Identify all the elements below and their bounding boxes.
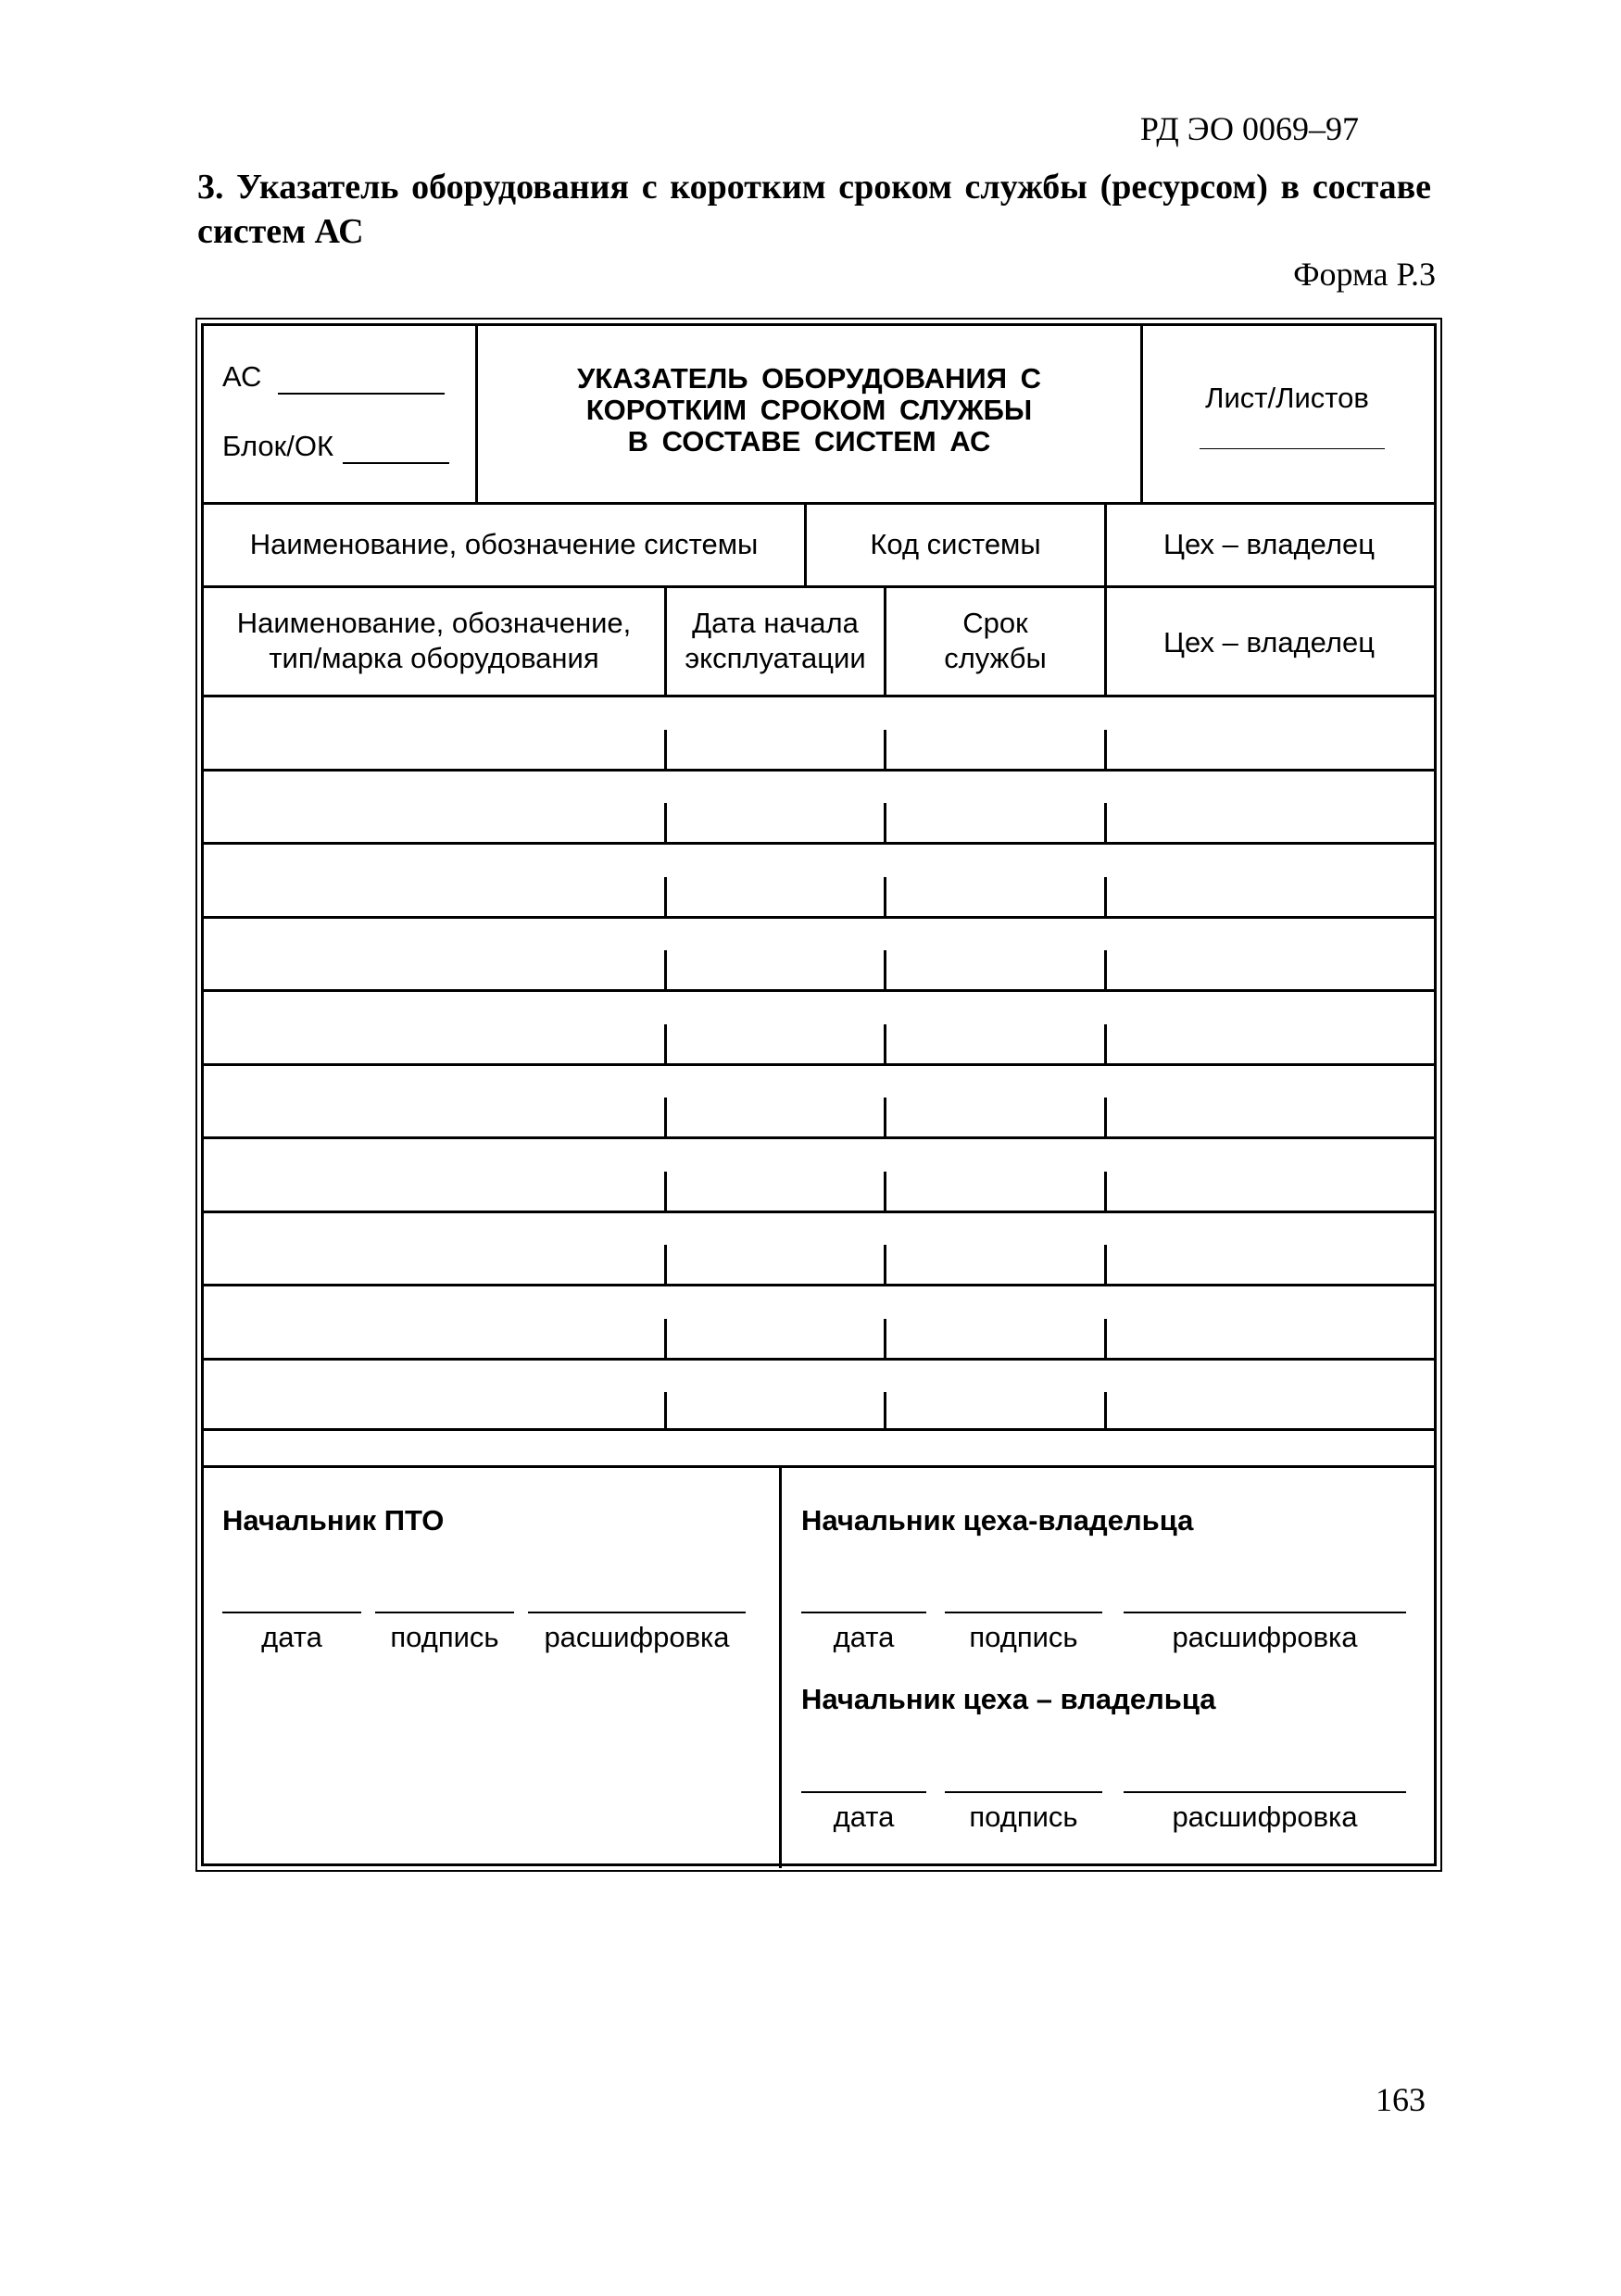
system-name-header: Наименование, обозначение системы <box>249 528 759 560</box>
column-tick <box>664 803 667 842</box>
block-label: Блок/ОК <box>222 430 334 462</box>
row-divider <box>204 502 1434 505</box>
column-tick <box>664 950 667 989</box>
column-tick <box>664 1319 667 1358</box>
column-tick <box>884 730 886 769</box>
owner-column-header: Цех – владелец <box>1163 626 1375 659</box>
system-code-header: Код системы <box>870 528 1041 560</box>
as-field[interactable] <box>222 358 261 395</box>
header-line: тип/марка оборудования <box>269 642 599 674</box>
column-tick <box>884 1172 886 1211</box>
column-tick <box>664 1245 667 1284</box>
column-tick <box>884 950 886 989</box>
header-line: эксплуатации <box>685 642 866 674</box>
page-number: 163 <box>1376 2081 1426 2118</box>
column-tick <box>884 1392 886 1431</box>
owner2-date-line[interactable] <box>801 1791 926 1793</box>
column-tick <box>664 1098 667 1136</box>
document-code: РД ЭО 0069–97 <box>1139 110 1359 147</box>
as-input-line[interactable] <box>278 393 445 395</box>
column-tick <box>664 1024 667 1063</box>
column-tick <box>884 877 886 916</box>
column-tick <box>884 803 886 842</box>
column-tick <box>1104 1098 1107 1136</box>
row-divider <box>204 1465 1434 1468</box>
owner-head-title-2: Начальник цеха – владельца <box>801 1683 1216 1715</box>
block-field[interactable] <box>222 428 333 465</box>
row-divider <box>204 916 1434 919</box>
table-row[interactable] <box>204 916 1434 990</box>
owner-transcript-caption: расшифровка <box>1172 1621 1358 1653</box>
column-tick <box>664 730 667 769</box>
table-row[interactable] <box>204 1211 1434 1285</box>
row-divider <box>204 989 1434 992</box>
divider <box>779 1465 782 1868</box>
table-row[interactable] <box>204 842 1434 916</box>
service-life-column-header <box>886 606 1104 676</box>
table-row[interactable] <box>204 1136 1434 1211</box>
column-tick <box>664 1392 667 1431</box>
row-divider <box>204 1284 1434 1286</box>
pto-date-line[interactable] <box>222 1612 361 1613</box>
pto-signature-line[interactable] <box>375 1612 514 1613</box>
start-date-column-header <box>667 606 884 676</box>
as-label: АС <box>222 360 262 393</box>
owner2-signature-caption: подпись <box>969 1800 1078 1833</box>
owner2-transcript-line[interactable] <box>1124 1791 1406 1793</box>
block-input-line[interactable] <box>343 462 449 464</box>
owner-date-line[interactable] <box>801 1612 926 1613</box>
row-divider <box>204 1063 1434 1066</box>
row-divider <box>204 769 1434 772</box>
header-line: Дата начала <box>692 607 859 639</box>
header-line: Наименование, обозначение, <box>236 607 632 639</box>
row-divider <box>204 1428 1434 1431</box>
system-owner-header: Цех – владелец <box>1163 528 1375 560</box>
row-divider <box>204 1358 1434 1361</box>
owner-signature-caption: подпись <box>969 1621 1078 1653</box>
pto-transcript-line[interactable] <box>528 1612 746 1613</box>
column-tick <box>1104 877 1107 916</box>
form-title-line: УКАЗАТЕЛЬ ОБОРУДОВАНИЯ С <box>577 362 1041 395</box>
pto-date-caption: дата <box>261 1621 322 1653</box>
sheet-label: Лист/Листов <box>1205 382 1369 414</box>
column-tick <box>884 1319 886 1358</box>
table-row[interactable] <box>204 1063 1434 1137</box>
table-row[interactable] <box>204 769 1434 843</box>
section-heading: 3. Указатель оборудования с коротким сроком службы (ресурсом) в составе систем АС <box>197 168 1431 251</box>
form-label: Форма Р.3 <box>1293 256 1436 293</box>
owner2-transcript-caption: расшифровка <box>1172 1800 1358 1833</box>
sheet-input-line[interactable] <box>1200 448 1385 449</box>
table-row[interactable] <box>204 1358 1434 1432</box>
column-tick <box>884 1024 886 1063</box>
owner-head-title: Начальник цеха-владельца <box>801 1504 1194 1537</box>
header-line: службы <box>944 642 1047 674</box>
table-row[interactable] <box>204 989 1434 1063</box>
pto-transcript-caption: расшифровка <box>544 1621 730 1653</box>
column-tick <box>1104 950 1107 989</box>
form-title-line: КОРОТКИМ СРОКОМ СЛУЖБЫ <box>585 394 1033 426</box>
table-row[interactable] <box>204 695 1434 769</box>
row-divider <box>204 1211 1434 1213</box>
column-tick <box>1104 1245 1107 1284</box>
column-tick <box>1104 1319 1107 1358</box>
form-title-line: В СОСТАВЕ СИСТЕМ АС <box>627 425 991 458</box>
row-divider <box>204 842 1434 845</box>
column-tick <box>664 877 667 916</box>
owner2-date-caption: дата <box>833 1800 895 1833</box>
table-row[interactable] <box>204 1284 1434 1358</box>
row-divider <box>204 585 1434 588</box>
owner-date-caption: дата <box>833 1621 895 1653</box>
form-inner-frame <box>201 323 1437 1866</box>
row-divider <box>204 1136 1434 1139</box>
column-tick <box>1104 1392 1107 1431</box>
column-tick <box>884 1098 886 1136</box>
column-tick <box>664 1172 667 1211</box>
form-table <box>195 318 1442 1872</box>
owner2-signature-line[interactable] <box>945 1791 1102 1793</box>
column-tick <box>1104 1172 1107 1211</box>
column-tick <box>1104 730 1107 769</box>
column-tick <box>1104 803 1107 842</box>
header-line: Срок <box>962 607 1028 639</box>
equipment-column-header <box>204 606 664 676</box>
pto-signature-caption: подпись <box>390 1621 499 1653</box>
column-tick <box>884 1245 886 1284</box>
pto-head-title: Начальник ПТО <box>222 1504 445 1537</box>
column-tick <box>1104 1024 1107 1063</box>
owner-transcript-line[interactable] <box>1124 1612 1406 1613</box>
owner-signature-line[interactable] <box>945 1612 1102 1613</box>
form-title <box>478 363 1140 458</box>
